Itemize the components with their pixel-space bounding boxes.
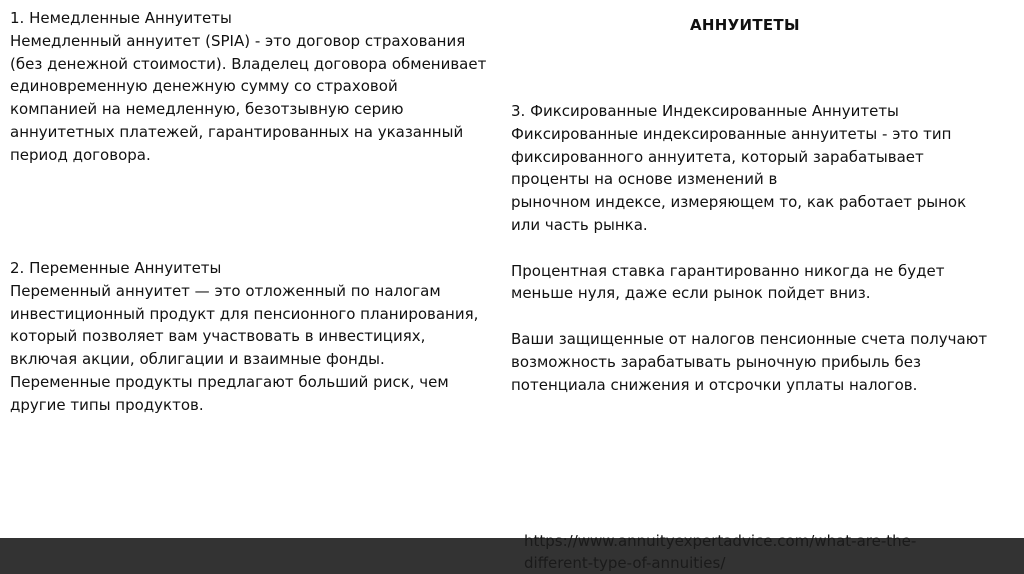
text-line: который позволяет вам участвовать в инвестициях, (10, 327, 426, 346)
text-line: Ваши защищенные от налогов пенсионные счета получают (511, 329, 988, 348)
text-line: Фиксированные индексированные аннуитеты - это тип (511, 124, 952, 143)
slide-title: АННУИТЕТЫ (690, 16, 800, 34)
fixed-indexed-annuities-section (511, 100, 987, 396)
blank-line (511, 305, 987, 328)
text-line: включая акции, облигации и взаимные фонды. (10, 350, 385, 369)
text-line: Переменные продукты предлагают больший риск, чем (10, 372, 449, 391)
text-line: инвестиционный продукт для пенсионного планирования, (10, 304, 479, 323)
text-line: компанией на немедленную, безотзывную серию (10, 100, 404, 119)
text-line: Переменный аннуитет — это отложенный по налогам (10, 281, 441, 300)
text-line: проценты на основе изменений в (511, 170, 778, 189)
blank-line (511, 237, 987, 260)
text-line: единовременную денежную сумму со страховой (10, 77, 398, 96)
text-line: возможность зарабатывать рыночную прибыль без (511, 352, 921, 371)
text-line: другие типы продуктов. (10, 395, 204, 414)
immediate-annuities-section (10, 7, 486, 167)
text-line: фиксированного аннуитета, который зарабатывает (511, 147, 924, 166)
text-line: рыночном индексе, измеряющем то, как работает рынок (511, 193, 967, 212)
text-line: аннуитетных платежей, гарантированных на указанный (10, 122, 464, 141)
source-link[interactable] (524, 530, 916, 574)
variable-annuities-section (10, 257, 478, 417)
text-line: (без денежной стоимости). Владелец договора обменивает (10, 54, 487, 73)
section-heading: 2. Переменные Аннуитеты (10, 259, 222, 277)
section-heading: 3. Фиксированные Индексированные Аннуитеты (511, 102, 899, 120)
section-heading: 1. Немедленные Аннуитеты (10, 9, 232, 27)
text-line: потенциала снижения и отсрочки уплаты налогов. (511, 375, 918, 394)
source-link-line: https://www.annuityexpertadvice.com/what-are-the- (524, 532, 917, 550)
text-line: Немедленный аннуитет (SPIA) - это договор страхования (10, 31, 466, 50)
source-link-line: different-type-of-annuities/ (524, 554, 726, 572)
text-line: или часть рынка. (511, 215, 648, 234)
text-line: Процентная ставка гарантированно никогда не будет (511, 261, 945, 280)
text-line: меньше нуля, даже если рынок пойдет вниз. (511, 284, 871, 303)
text-line: период договора. (10, 145, 151, 164)
